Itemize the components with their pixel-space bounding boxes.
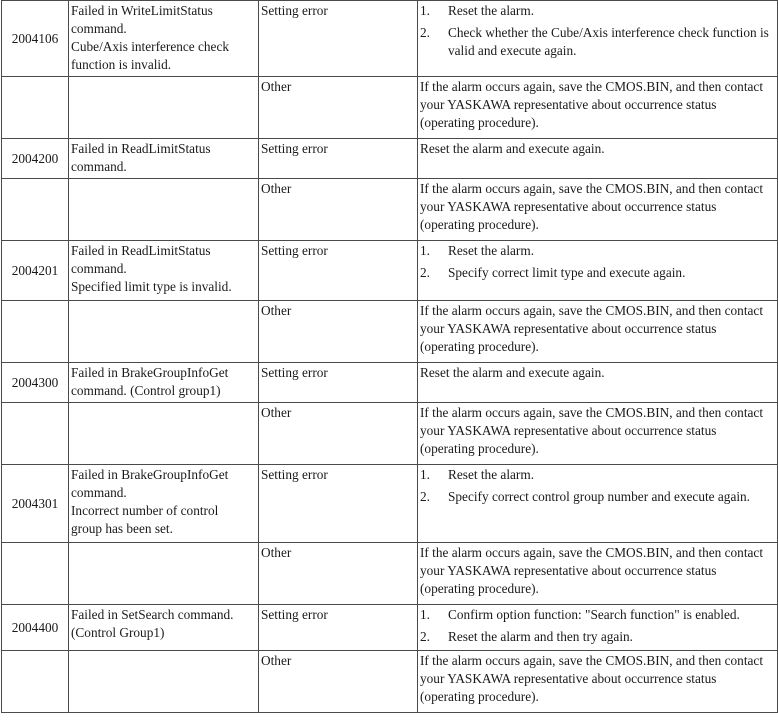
step-number: 1. <box>420 243 430 258</box>
step-number: 1. <box>420 3 430 18</box>
remedy-text: Reset the alarm and execute again. <box>420 365 605 380</box>
alarm-description <box>69 363 259 403</box>
step-number: 2. <box>420 265 430 280</box>
step-number: 2. <box>420 629 430 644</box>
remedy-step <box>420 264 774 282</box>
description-line: group has been set. <box>71 521 173 536</box>
alarm-description <box>69 139 259 179</box>
description-line: Failed in BrakeGroupInfoGet <box>71 467 229 482</box>
alarm-remedy-setting <box>418 363 778 403</box>
alarm-description <box>69 465 259 543</box>
empty-description-cell <box>69 179 259 241</box>
alarm-description <box>69 1 259 77</box>
alarm-cause-other: Other <box>259 179 418 241</box>
remedy-text: Reset the alarm and execute again. <box>420 141 605 156</box>
alarm-cause-other: Other <box>259 403 418 465</box>
alarm-remedy-other: If the alarm occurs again, save the CMOS.BIN, and then contact your YASKAWA representative about occurrence status (operating procedure). <box>418 403 778 465</box>
alarm-remedy-setting <box>418 1 778 77</box>
alarm-row-other <box>2 77 778 139</box>
remedy-step <box>420 606 774 624</box>
description-line: Incorrect number of control <box>71 503 219 518</box>
alarm-remedy-other: If the alarm occurs again, save the CMOS.BIN, and then contact your YASKAWA representative about occurrence status (operating procedure). <box>418 651 778 713</box>
description-line: (Control Group1) <box>71 625 165 640</box>
step-text: Reset the alarm. <box>448 3 535 18</box>
alarm-remedy-setting <box>418 139 778 179</box>
remedy-steps-list <box>420 242 774 282</box>
alarm-code: 2004400 <box>2 605 69 651</box>
remedy-step <box>420 2 774 20</box>
description-line: Failed in BrakeGroupInfoGet <box>71 365 229 380</box>
alarm-cause-other: Other <box>259 651 418 713</box>
alarm-cause-setting: Setting error <box>259 139 418 179</box>
remedy-steps-list <box>420 466 774 506</box>
alarm-remedy-setting <box>418 605 778 651</box>
remedy-step <box>420 24 774 60</box>
step-text: Reset the alarm and then try again. <box>448 629 633 644</box>
alarm-row-setting <box>2 465 778 543</box>
alarm-row-setting <box>2 241 778 301</box>
step-text: Specify correct control group number and execute again. <box>448 489 751 504</box>
description-line: Failed in ReadLimitStatus <box>71 141 211 156</box>
alarm-row-setting <box>2 605 778 651</box>
empty-code-cell <box>2 179 69 241</box>
alarm-code: 2004300 <box>2 363 69 403</box>
alarm-cause-other: Other <box>259 543 418 605</box>
description-line: Cube/Axis interference check <box>71 39 230 54</box>
description-line: function is invalid. <box>71 57 172 72</box>
description-line: command. <box>71 21 127 36</box>
alarm-row-other <box>2 179 778 241</box>
alarm-remedy-other: If the alarm occurs again, save the CMOS.BIN, and then contact your YASKAWA representative about occurrence status (operating procedure). <box>418 77 778 139</box>
step-text: Check whether the Cube/Axis interference check function is valid and execute again. <box>448 25 769 58</box>
alarm-remedy-setting <box>418 241 778 301</box>
description-line: Failed in SetSearch command. <box>71 607 234 622</box>
alarm-cause-setting: Setting error <box>259 1 418 77</box>
alarm-code: 2004301 <box>2 465 69 543</box>
remedy-step <box>420 242 774 260</box>
empty-description-cell <box>69 77 259 139</box>
alarm-table-body <box>2 1 778 713</box>
alarm-row-setting <box>2 1 778 77</box>
alarm-row-other <box>2 651 778 713</box>
alarm-cause-setting: Setting error <box>259 605 418 651</box>
alarm-remedy-other: If the alarm occurs again, save the CMOS.BIN, and then contact your YASKAWA representative about occurrence status (operating procedure). <box>418 179 778 241</box>
remedy-step <box>420 628 774 646</box>
alarm-code: 2004201 <box>2 241 69 301</box>
alarm-description <box>69 241 259 301</box>
step-text: Reset the alarm. <box>448 243 535 258</box>
empty-description-cell <box>69 301 259 363</box>
alarm-cause-setting: Setting error <box>259 241 418 301</box>
description-line: command. <box>71 485 127 500</box>
empty-code-cell <box>2 651 69 713</box>
remedy-step <box>420 466 774 484</box>
step-number: 2. <box>420 25 430 40</box>
alarm-row-setting <box>2 139 778 179</box>
empty-code-cell <box>2 77 69 139</box>
step-number: 2. <box>420 489 430 504</box>
alarm-remedy-other: If the alarm occurs again, save the CMOS.BIN, and then contact your YASKAWA representative about occurrence status (operating procedure). <box>418 301 778 363</box>
alarm-code-table <box>1 0 778 713</box>
description-line: Failed in WriteLimitStatus <box>71 3 213 18</box>
description-line: command. (Control group1) <box>71 383 221 398</box>
alarm-code: 2004200 <box>2 139 69 179</box>
empty-code-cell <box>2 301 69 363</box>
remedy-step <box>420 488 774 506</box>
empty-description-cell <box>69 403 259 465</box>
empty-code-cell <box>2 543 69 605</box>
alarm-cause-setting: Setting error <box>259 465 418 543</box>
alarm-remedy-other: If the alarm occurs again, save the CMOS.BIN, and then contact your YASKAWA representative about occurrence status (operating procedure). <box>418 543 778 605</box>
alarm-description <box>69 605 259 651</box>
empty-description-cell <box>69 651 259 713</box>
step-text: Reset the alarm. <box>448 467 535 482</box>
step-number: 1. <box>420 607 430 622</box>
description-line: Specified limit type is invalid. <box>71 279 232 294</box>
step-text: Confirm option function: "Search function" is enabled. <box>448 607 740 622</box>
step-number: 1. <box>420 467 430 482</box>
empty-description-cell <box>69 543 259 605</box>
description-line: command. <box>71 261 127 276</box>
alarm-row-other <box>2 403 778 465</box>
description-line: Failed in ReadLimitStatus <box>71 243 211 258</box>
description-line: command. <box>71 159 127 174</box>
step-text: Specify correct limit type and execute again. <box>448 265 686 280</box>
alarm-cause-other: Other <box>259 77 418 139</box>
alarm-code: 2004106 <box>2 1 69 77</box>
alarm-row-other <box>2 301 778 363</box>
alarm-row-setting <box>2 363 778 403</box>
empty-code-cell <box>2 403 69 465</box>
alarm-cause-setting: Setting error <box>259 363 418 403</box>
alarm-cause-other: Other <box>259 301 418 363</box>
alarm-row-other <box>2 543 778 605</box>
remedy-steps-list <box>420 606 774 646</box>
remedy-steps-list <box>420 2 774 60</box>
alarm-remedy-setting <box>418 465 778 543</box>
